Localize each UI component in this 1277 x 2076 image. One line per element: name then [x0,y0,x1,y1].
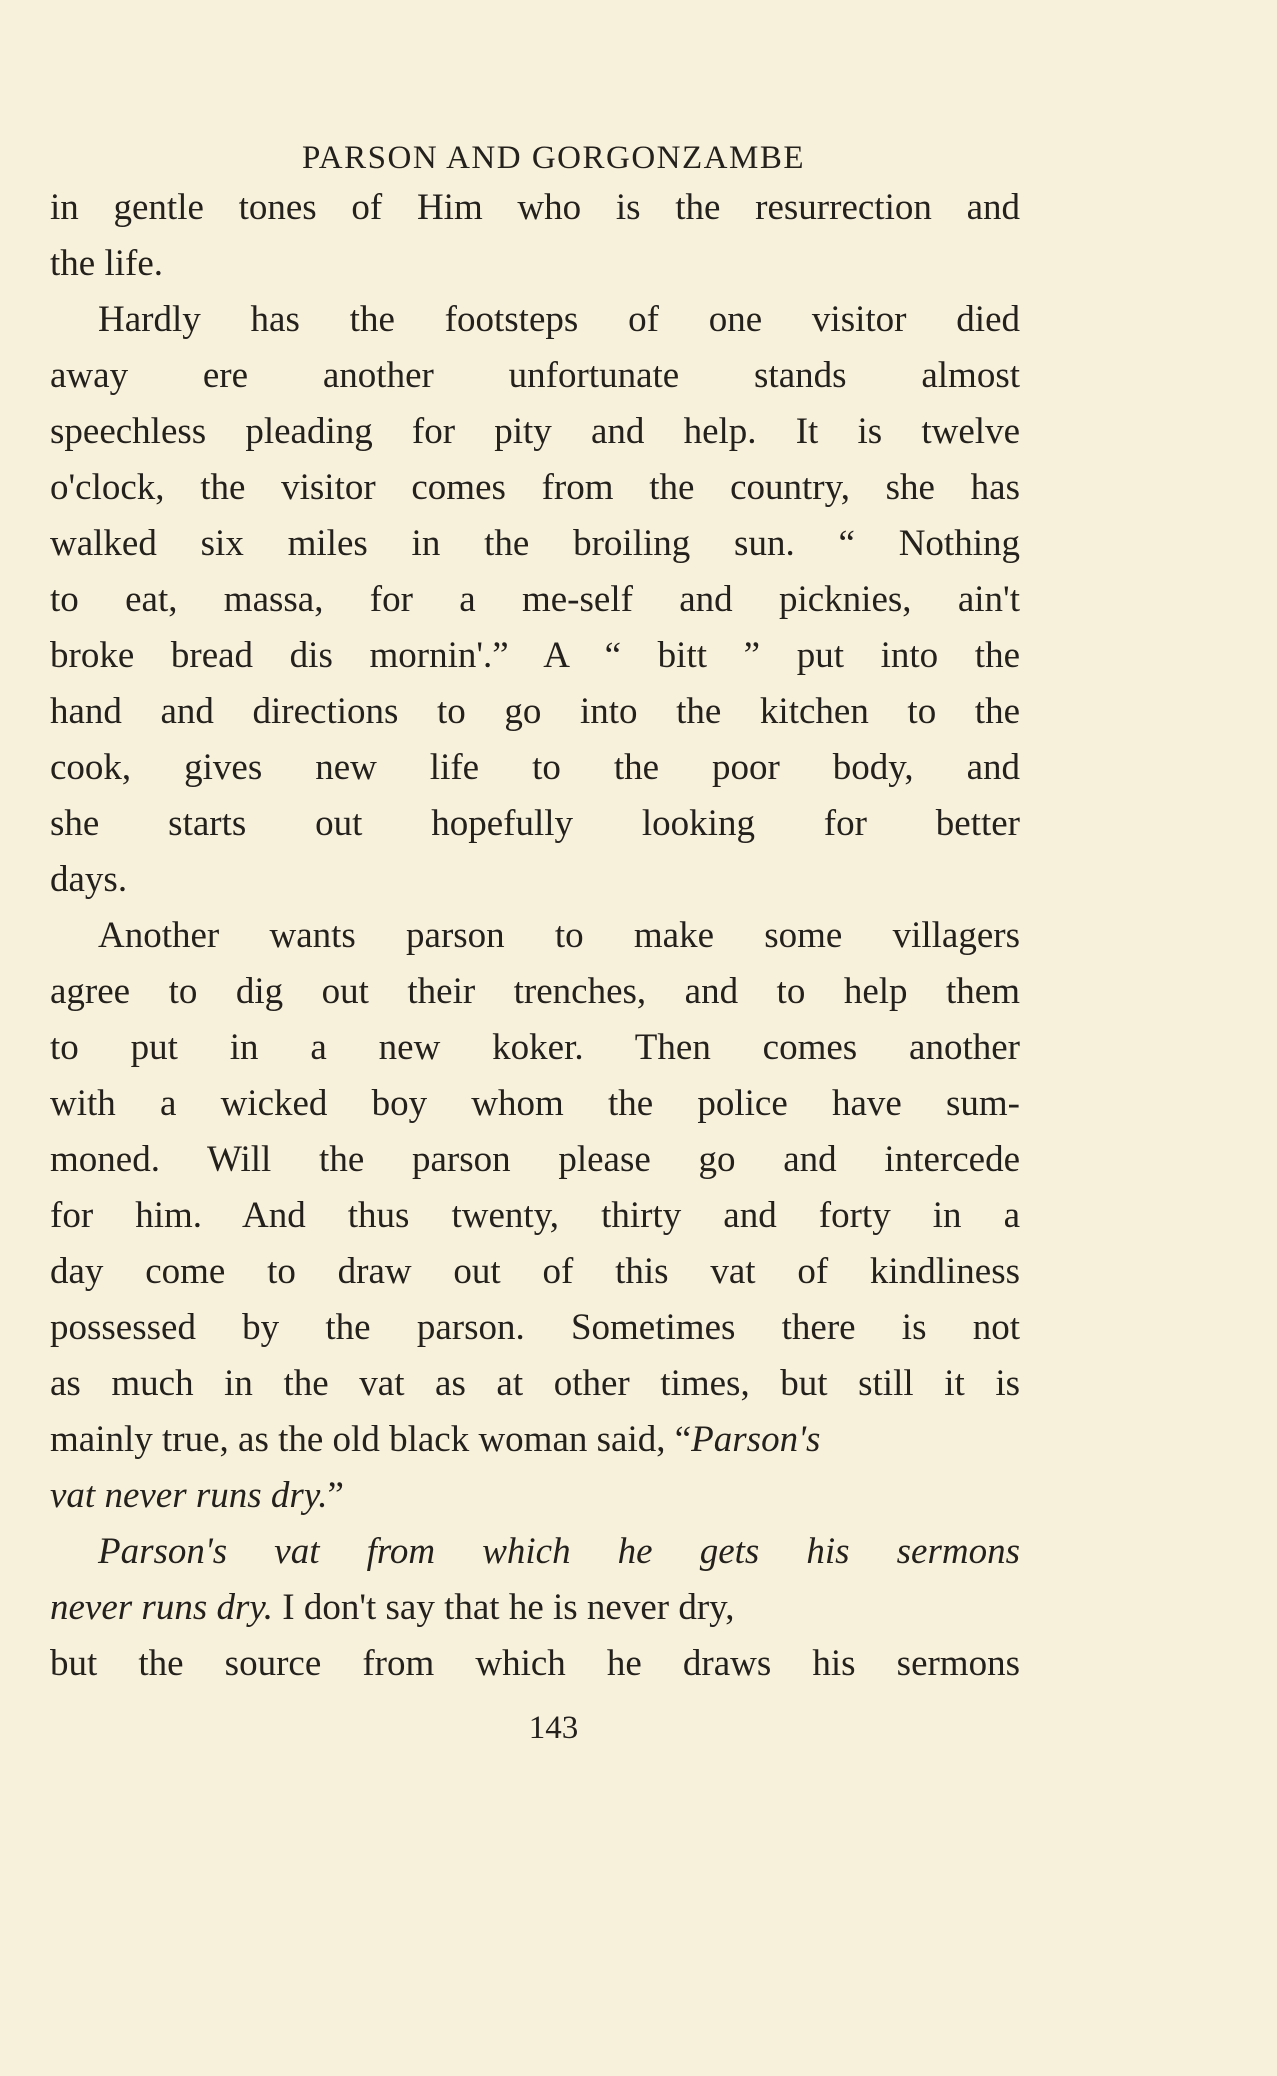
text-line: possessed by the parson. Sometimes there is not [50,1307,1020,1348]
text-line: with a wicked boy whom the police have sum- [50,1083,1020,1124]
text-line: to eat, massa, for a me-self and picknies, ain't [50,579,1020,620]
text-run: ” [327,1475,344,1516]
page-number: 143 [528,1710,579,1746]
text-line: Parson's vat from which he gets his sermons [98,1531,1020,1572]
text-line: speechless pleading for pity and help. It is twelve [50,411,1020,452]
text-line: days. [50,859,128,900]
text-line: moned. Will the parson please go and intercede [50,1139,1020,1180]
text-line: she starts out hopefully looking for better [50,803,1020,844]
italic-run: vat never runs dry. [50,1475,328,1516]
italic-run: Parson's [691,1419,821,1460]
text-line: but the source from which he draws his sermons [50,1643,1020,1684]
text-line: away ere another unfortunate stands almost [50,355,1020,396]
text-line: Another wants parson to make some villagers [98,915,1020,956]
text-line: agree to dig out their trenches, and to help them [50,971,1020,1012]
text-line [50,1580,1020,1636]
text-line: hand and directions to go into the kitchen to the [50,691,1020,732]
italic-run: never runs dry. [50,1587,273,1628]
text-line [50,1412,1020,1468]
text-line: Hardly has the footsteps of one visitor died [98,299,1020,340]
text-run: I don't say that he is never dry, [273,1587,735,1628]
text-line: cook, gives new life to the poor body, and [50,747,1020,788]
text-line: broke bread dis mornin'.” A “ bitt ” put into the [50,635,1020,676]
text-line: in gentle tones of Him who is the resurrection and [50,187,1020,228]
text-line [50,1468,1020,1524]
text-line: walked six miles in the broiling sun. “ Nothing [50,523,1020,564]
text-line: for him. And thus twenty, thirty and forty in a [50,1195,1020,1236]
text-line: day come to draw out of this vat of kindliness [50,1251,1020,1292]
running-head: PARSON AND GORGONZAMBE [301,140,806,176]
text-line: the life. [50,243,164,284]
text-line: o'clock, the visitor comes from the country, she has [50,467,1020,508]
text-run: mainly true, as the old black woman said, “ [50,1419,692,1460]
text-line: to put in a new koker. Then comes another [50,1027,1020,1068]
body-text [50,180,1020,1692]
text-line: as much in the vat as at other times, but still it is [50,1363,1020,1404]
